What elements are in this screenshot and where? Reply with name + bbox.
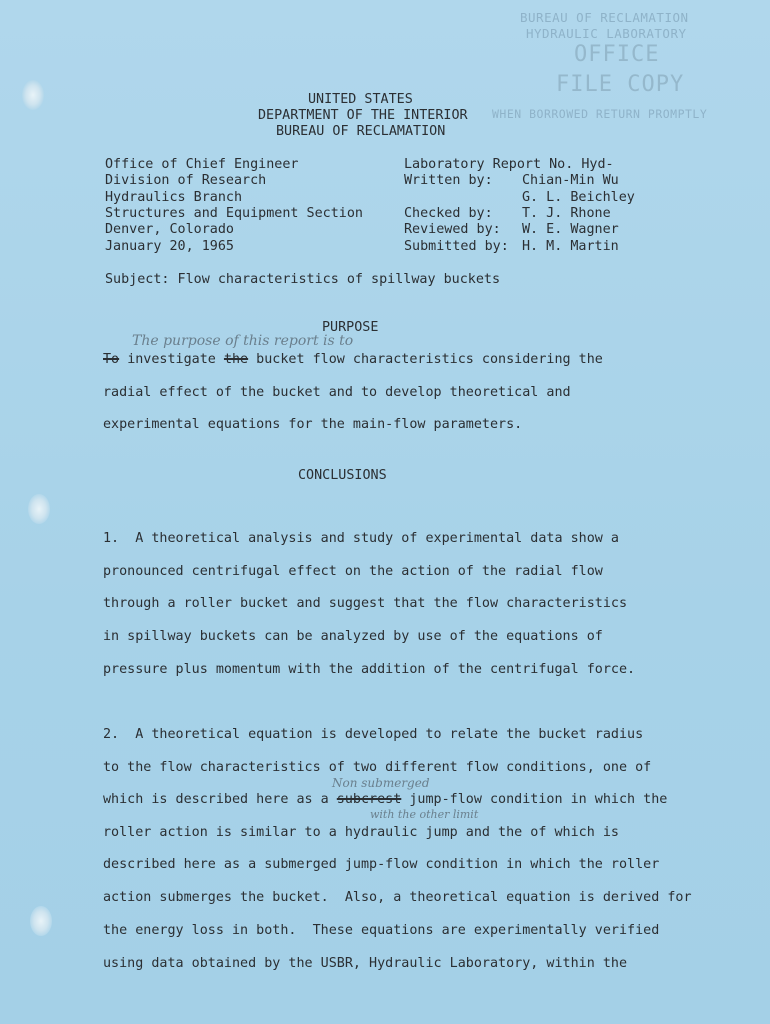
punch-hole [22, 80, 44, 110]
office-line: Office of Chief Engineer [105, 157, 299, 172]
agency-line: BUREAU OF RECLAMATION [276, 124, 446, 139]
conclusion-1-line: 1. A theoretical analysis and study of experimental data show a [103, 531, 619, 546]
office-line: Hydraulics Branch [105, 190, 243, 205]
stamp-line: HYDRAULIC LABORATORY [526, 26, 687, 41]
conclusion-2-line: roller action is similar to a hydraulic jump and the of which is [103, 825, 619, 840]
reviewer-name: W. E. Wagner [522, 222, 619, 237]
purpose-paragraph: radial effect of the bucket and to develop theoretical and [103, 385, 571, 400]
handwritten-annotation: Non submerged [332, 776, 430, 790]
purpose-heading: PURPOSE [322, 320, 379, 335]
stamp-line: BUREAU OF RECLAMATION [520, 10, 689, 25]
conclusion-2-line: which is described here as a subcrest jump-flow condition in which the [103, 792, 668, 807]
office-line: Division of Research [105, 173, 267, 188]
agency-line: UNITED STATES [308, 92, 413, 107]
agency-line: DEPARTMENT OF THE INTERIOR [258, 108, 468, 123]
stamp-line: OFFICE [574, 42, 660, 67]
office-line: Denver, Colorado [105, 222, 234, 237]
conclusion-2-line: action submerges the bucket. Also, a theoretical equation is derived for [103, 890, 692, 905]
reviewed-by-label: Reviewed by: [404, 222, 501, 237]
conclusion-2-line: to the flow characteristics of two different flow conditions, one of [103, 760, 652, 775]
conclusion-1-line: through a roller bucket and suggest that the flow characteristics [103, 596, 628, 611]
conclusion-2-line: using data obtained by the USBR, Hydraulic Laboratory, within the [103, 956, 628, 971]
conclusion-2-line: the energy loss in both. These equations are experimentally verified [103, 923, 660, 938]
checker-name: T. J. Rhone [522, 206, 611, 221]
conclusion-2-line: described here as a submerged jump-flow condition in which the roller [103, 857, 660, 872]
written-by-label: Written by: [404, 173, 493, 188]
punch-hole [28, 494, 50, 524]
handwritten-annotation: The purpose of this report is to [132, 333, 354, 349]
subject-line: Subject: Flow characteristics of spillway buckets [105, 272, 501, 287]
stamp-line: WHEN BORROWED RETURN PROMPTLY [492, 107, 708, 121]
report-number: Laboratory Report No. Hyd- [404, 157, 614, 172]
checked-by-label: Checked by: [404, 206, 493, 221]
submitted-by-label: Submitted by: [404, 239, 509, 254]
author-name: Chian-Min Wu [522, 173, 619, 188]
conclusion-2-line: 2. A theoretical equation is developed to relate the bucket radius [103, 727, 644, 742]
conclusions-heading: CONCLUSIONS [298, 468, 387, 483]
submitter-name: H. M. Martin [522, 239, 619, 254]
office-line: Structures and Equipment Section [105, 206, 363, 221]
report-date: January 20, 1965 [105, 239, 234, 254]
conclusion-1-line: pronounced centrifugal effect on the action of the radial flow [103, 564, 603, 579]
punch-hole [30, 906, 52, 936]
handwritten-annotation: with the other limit [370, 808, 479, 821]
author-name: G. L. Beichley [522, 190, 635, 205]
purpose-paragraph: To investigate the bucket flow characteristics considering the [103, 352, 603, 367]
purpose-paragraph: experimental equations for the main-flow parameters. [103, 417, 523, 432]
conclusion-1-line: pressure plus momentum with the addition of the centrifugal force. [103, 662, 636, 677]
stamp-line: FILE COPY [556, 72, 685, 97]
conclusion-1-line: in spillway buckets can be analyzed by use of the equations of [103, 629, 603, 644]
